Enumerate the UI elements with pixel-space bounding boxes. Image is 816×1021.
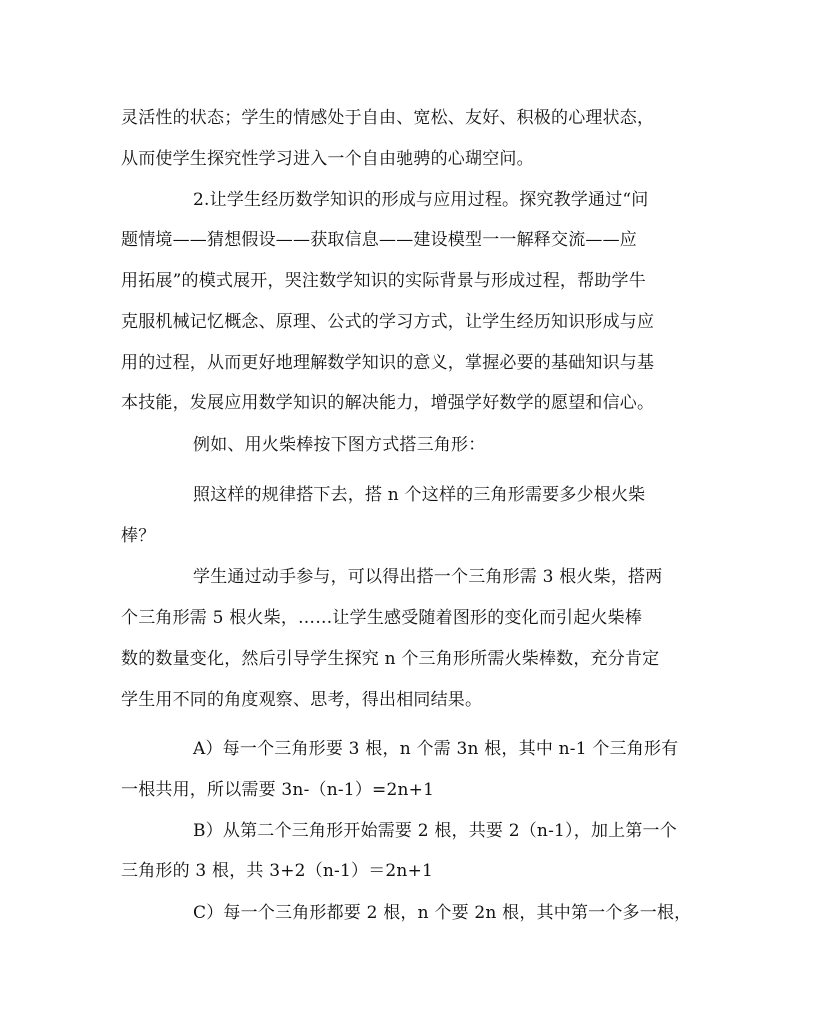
text-line-13: 个三角形需 5 根火柴，……让学生感受随着图形的变化而引起火柴棒	[121, 608, 643, 628]
text-line-20: C）每一个三角形都要 2 根，n 个要 2n 根，其中第一个多一根，	[193, 903, 692, 923]
text-line-2: 从而使学生探究性学习进入一个自由驰骋的心瑚空问。	[121, 149, 534, 169]
text-line-9: 例如、用火柴棒按下图方式搭三角形：	[193, 435, 486, 455]
text-line-19: 三角形的 3 根，共 3+2（n-1）＝2n+1	[121, 861, 434, 881]
text-line-15: 学生用不同的角度观察、思考，得出相同结果。	[121, 690, 483, 710]
text-line-11: 棒？	[121, 526, 156, 546]
text-line-17: 一根共用，所以需要 3n-（n-1）=2n+1	[121, 780, 435, 800]
text-line-18: B）从第二个三角形开始需要 2 根，共要 2（n-1），加上第一个	[193, 821, 677, 841]
text-line-16: A）每一个三角形要 3 根，n 个需 3n 根，其中 n-1 个三角形有	[193, 739, 679, 759]
text-line-8: 本技能，发展应用数学知识的解决能力，增强学好数学的愿望和信心。	[121, 393, 655, 413]
text-line-1: 灵活性的状态；学生的情感处于自由、宽松、友好、积极的心理状态，	[121, 108, 655, 128]
text-line-4: 题情境——猜想假设——获取信息——建设模型一一解释交流——应	[121, 230, 637, 250]
text-line-3: 2.让学生经历数学知识的形成与应用过程。探究教学通过“问	[193, 190, 649, 210]
text-line-6: 克服机械记忆概念、原理、公式的学习方式，让学生经历知识形成与应	[121, 312, 655, 332]
text-line-12: 学生通过动手参与，可以得出搭一个三角形需 3 根火柴，搭两	[193, 567, 663, 587]
text-line-5: 用拓展”的模式展开，哭注数学知识的实际背景与形成过程，帮助学牛	[121, 271, 646, 291]
text-line-7: 用的过程，从而更好地理解数学知识的意义，掌握必要的基础知识与基	[121, 353, 655, 373]
text-line-14: 数的数量变化，然后引导学生探究 n 个三角形所需火柴棒数，充分肯定	[121, 649, 660, 669]
text-line-10: 照这样的规律搭下去，搭 n 个这样的三角形需要多少根火柴	[193, 485, 646, 505]
